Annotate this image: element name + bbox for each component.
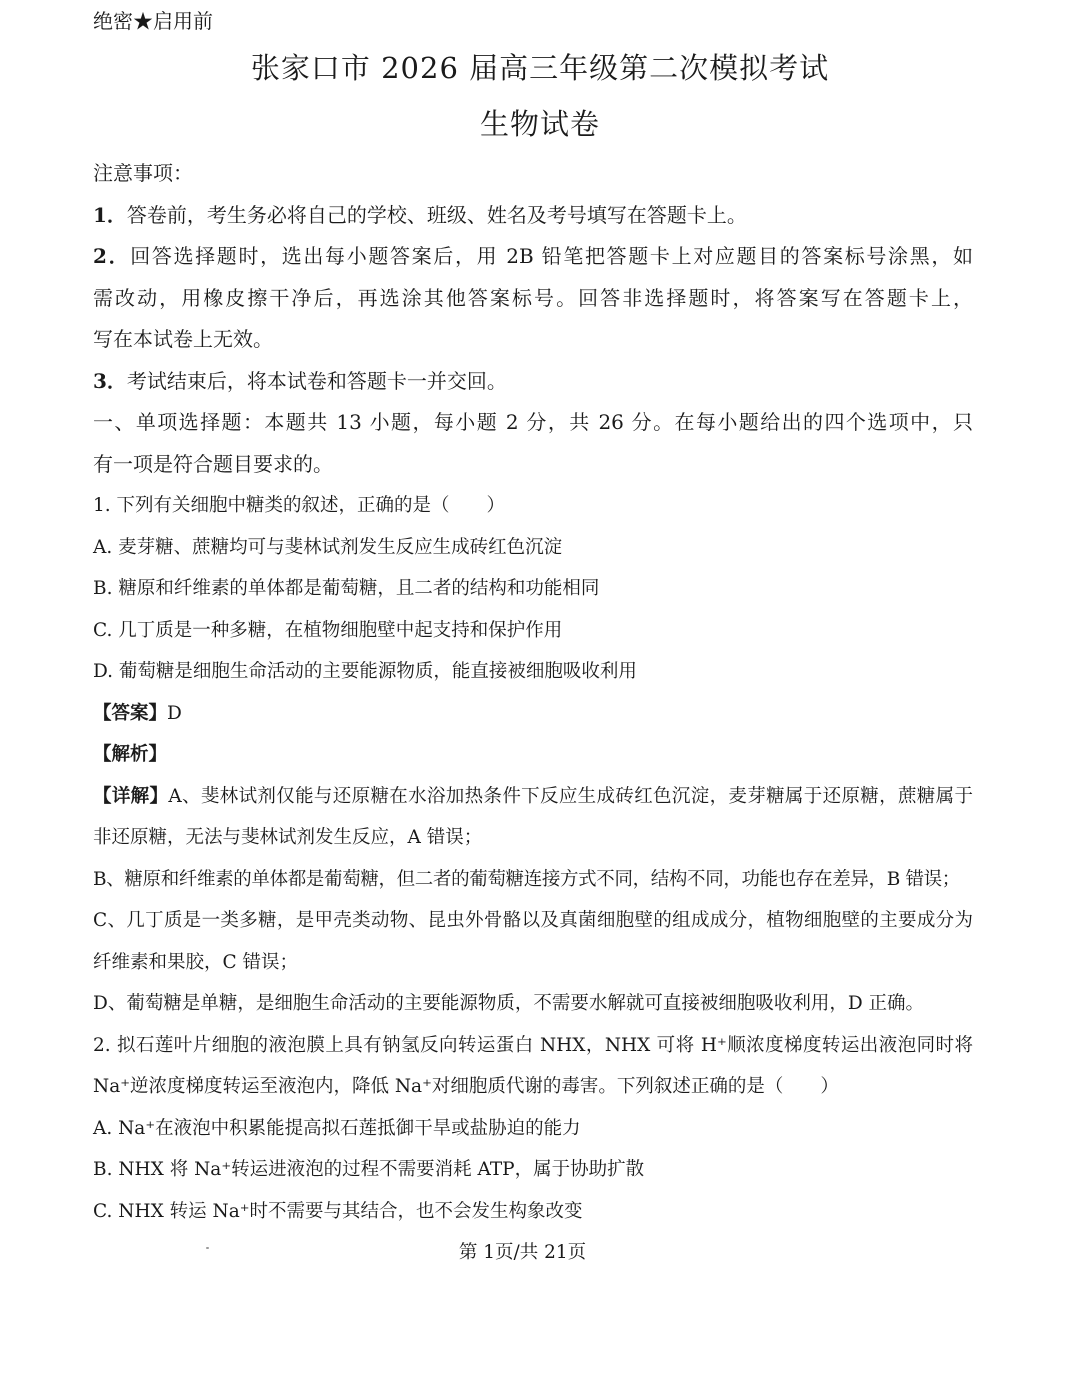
answer-label: 【答案】 — [93, 702, 168, 724]
notice-item-2 — [93, 236, 973, 278]
question-1-analysis-label: 【解析】 — [93, 744, 168, 765]
question-1-stem: 1. 下列有关细胞中糖类的叙述，正确的是（ ） — [93, 495, 506, 516]
notice-item-number: 2． — [93, 244, 131, 268]
notice-item-number: 1． — [93, 202, 127, 227]
question-2-stem-line-2: Na⁺逆浓度梯度转运至液泡内，降低 Na⁺对细胞质代谢的毒害。下列叙述正确的是（ ） — [93, 1076, 839, 1097]
notice-item-number: 3． — [93, 368, 127, 393]
question-1-detail-line-1 — [93, 776, 973, 818]
question-1-detail-line-2: 非还原糖，无法与斐林试剂发生反应，A 错误； — [93, 827, 483, 848]
question-2-option-b: B. NHX 将 Na⁺转运进液泡的过程不需要消耗 ATP，属于协助扩散 — [93, 1159, 645, 1180]
notice-item-2-line-3: 写在本试卷上无效。 — [93, 327, 273, 351]
question-1-option-c: C. 几丁质是一种多糖，在植物细胞壁中起支持和保护作用 — [93, 619, 563, 641]
notice-item-text: 回答选择题时，选出每小题答案后，用 2B 铅笔把答题卡上对应题目的答案标号涂黑，如 — [130, 244, 973, 268]
question-1-detail-line-3: B、糖原和纤维素的单体都是葡萄糖，但二者的葡萄糖连接方式不同，结构不同，功能也存在差异，B 错误； — [93, 868, 960, 890]
notice-item-3 — [93, 361, 973, 403]
section-heading-line-2: 有一项是符合题目要求的。 — [93, 451, 333, 476]
question-2-option-a: A. Na⁺在液泡中积累能提高拟石莲抵御干旱或盐胁迫的能力 — [93, 1117, 581, 1139]
exam-subject: 生物试卷 — [479, 107, 600, 141]
detail-text: A、斐林试剂仅能与还原糖在水浴加热条件下反应生成砖红色沉淀，麦芽糖属于还原糖，蔗糖属于 — [168, 785, 973, 807]
detail-label: 【详解】 — [93, 785, 169, 807]
notice-item-text: 考试结束后，将本试卷和答题卡一并交回。 — [126, 368, 507, 393]
confidential-mark: 绝密★启用前 — [93, 9, 213, 33]
notice-item-2-line-2: 需改动，用橡皮擦干净后，再选涂其他答案标号。回答非选择题时，将答案写在答题卡上， — [93, 285, 973, 310]
notice-item-text: 答卷前，考生务必将自己的学校、班级、姓名及考号填写在答题卡上。 — [126, 202, 747, 227]
question-1-option-b: B. 糖原和纤维素的单体都是葡萄糖，且二者的结构和功能相同 — [93, 578, 600, 599]
question-2-stem: 2. 拟石莲叶片细胞的液泡膜上具有钠氢反向转运蛋白 NHX，NHX 可将 H⁺顺浓度梯度转运出液泡同时将 — [93, 1034, 973, 1056]
question-1-detail-line-5: 纤维素和果胶，C 错误； — [93, 951, 299, 973]
exam-title: 张家口市 2026 届高三年级第二次模拟考试 — [250, 51, 830, 85]
question-2-option-c: C. NHX 转运 Na⁺时不需要与其结合，也不会发生构象改变 — [93, 1200, 583, 1222]
question-1-option-a: A. 麦芽糖、蔗糖均可与斐林试剂发生反应生成砖红色沉淀 — [93, 536, 563, 558]
section-heading: 一、单项选择题：本题共 13 小题，每小题 2 分，共 26 分。在每小题给出的四个选项中，只 — [93, 410, 973, 434]
page-number: 第 1页/共 21页 — [458, 1242, 587, 1263]
question-1-detail-line-6: D、葡萄糖是单糖，是细胞生命活动的主要能源物质，不需要水解就可直接被细胞吸收利用，D 正确。 — [93, 993, 925, 1014]
exam-content — [93, 153, 973, 1232]
notice-item-1 — [93, 195, 973, 237]
question-1-option-d: D. 葡萄糖是细胞生命活动的主要能源物质，能直接被细胞吸收利用 — [93, 661, 637, 682]
notice-heading: 注意事项： — [93, 161, 193, 185]
answer-value: D — [167, 702, 182, 724]
question-1-detail-line-4: C、几丁质是一类多糖，是甲壳类动物、昆虫外骨骼以及真菌细胞壁的组成成分，植物细胞壁的主要成分为 — [93, 910, 973, 931]
question-1-answer — [93, 693, 973, 735]
